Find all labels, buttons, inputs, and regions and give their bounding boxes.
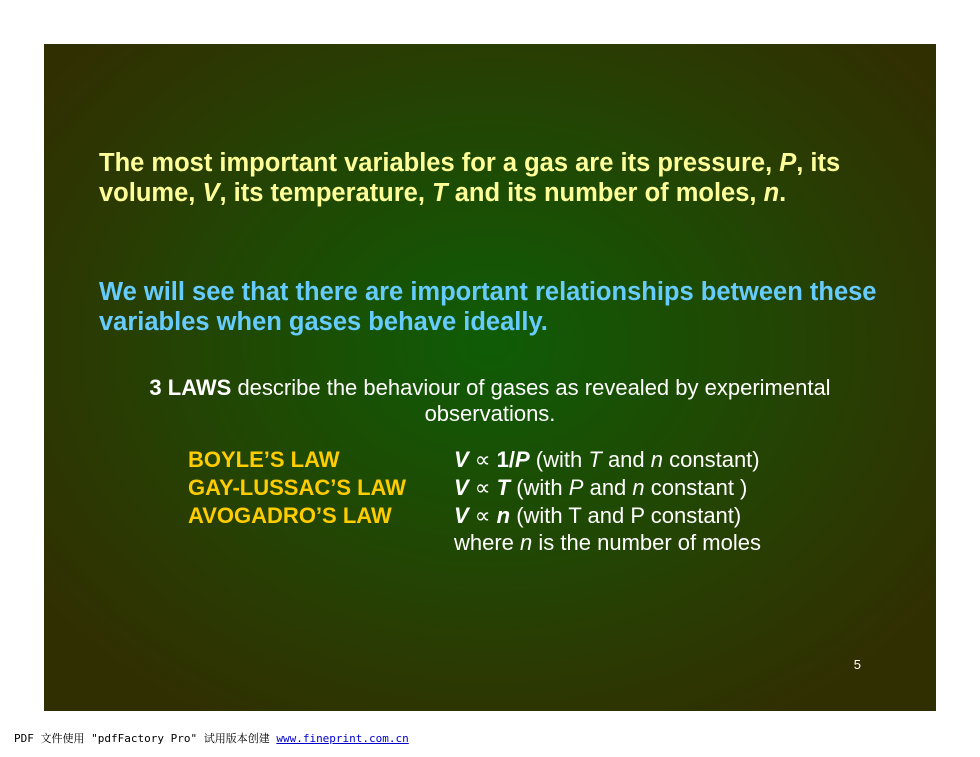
law-name: BOYLE’S LAW [188, 447, 340, 472]
pdf-footer [14, 730, 409, 746]
gas-variables-paragraph: The most important variables for a gas are its pressure, P, its volume, V, its temperature, T and its number of moles, n. [99, 149, 841, 207]
slide [44, 44, 936, 711]
laws-intro: 3 LAWS describe the behaviour of gases as revealed by experimental observations. [149, 375, 831, 426]
law-equation: V ∝ n (with T and P constant) [454, 503, 742, 528]
footer-text: PDF 文件使用 "pdfFactory Pro" 试用版本创建 [14, 732, 277, 745]
relationships-paragraph: We will see that there are important relationships between these variables when gases behave ideally. [99, 278, 877, 336]
law-name: GAY-LUSSAC’S LAW [188, 475, 406, 500]
law-equation: V ∝ 1/P (with T and n constant) [454, 447, 760, 472]
law-name: AVOGADRO’S LAW [188, 503, 392, 528]
law-equation: V ∝ T (with P and n constant ) [454, 475, 748, 500]
moles-note: where n is the number of moles [454, 530, 761, 555]
fineprint-link[interactable]: www.fineprint.com.cn [276, 732, 409, 745]
page-number: 5 [853, 657, 861, 672]
